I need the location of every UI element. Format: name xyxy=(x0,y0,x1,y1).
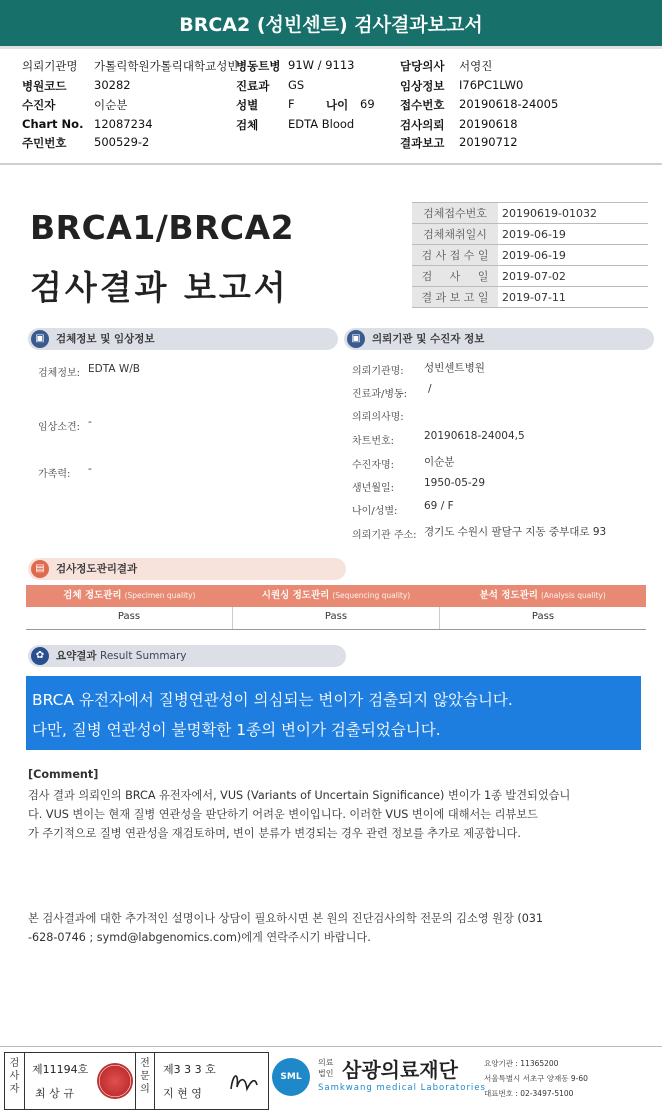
lock-icon: ▣ xyxy=(347,330,365,348)
report-title-line2: 검사결과 보고서 xyxy=(30,268,289,307)
section-title: 의뢰기관 및 수진자 정보 xyxy=(372,333,485,345)
header-label: 성별 xyxy=(236,98,259,112)
section-title: 검체정보 및 임상정보 xyxy=(56,333,155,345)
quality-result: Pass xyxy=(531,611,555,622)
requester-field-value: 이순분 xyxy=(424,456,455,468)
quality-column-ko: 시퀀싱 정도관리 xyxy=(261,590,330,601)
quality-result: Pass xyxy=(233,607,440,629)
specialist-name: 지 현 영 xyxy=(163,1087,202,1100)
header-value: 69 xyxy=(360,97,375,111)
summary-title-ko: 요약결과 xyxy=(56,650,97,662)
contact-line: -628-0746 ; symd@labgenomics.com)에게 연락주시기 바랍니다. xyxy=(28,931,371,944)
specimen-label: 검체정보: xyxy=(38,368,81,379)
report-info-table xyxy=(412,202,648,308)
requester-field-label: 수진자명: xyxy=(352,460,395,471)
specimen-value: EDTA W/B xyxy=(88,363,140,375)
family-history-label: 가족력: xyxy=(38,469,71,480)
specialist-license: 제3 3 3 호 xyxy=(163,1063,216,1076)
info-key: 검체접수번호 xyxy=(412,203,498,224)
org-prefix-bottom: 법인 xyxy=(318,1069,334,1078)
header-label: 결과보고 xyxy=(400,136,445,150)
header-label: 병동트병 xyxy=(236,59,281,73)
requester-field-value: 69 / F xyxy=(424,500,454,512)
specialist-label: 전문의 xyxy=(135,1053,155,1109)
report-title-line1: BRCA1/BRCA2 xyxy=(30,208,295,247)
quality-column-ko: 분석 정도관리 xyxy=(479,590,538,601)
header-value: 91W / 9113 xyxy=(288,58,355,72)
org-prefix-top: 의료 xyxy=(318,1058,334,1067)
header-value: 서영진 xyxy=(459,59,493,73)
quality-column-en: (Sequencing quality) xyxy=(332,591,411,600)
comment-line: 검사 결과 의뢰인의 BRCA 유전자에서, VUS (Variants of Uncertain Significance) 변이가 1종 발견되었습니 xyxy=(28,789,571,802)
quality-section-header xyxy=(28,558,346,580)
info-key: 검체채취일시 xyxy=(412,224,498,245)
org-address: 서울특별시 서초구 양재동 9-60 xyxy=(484,1074,588,1083)
info-value: 2019-06-19 xyxy=(498,245,648,266)
requester-field-value: / xyxy=(428,383,432,395)
info-value: 2019-07-02 xyxy=(498,266,648,287)
quality-column-header xyxy=(233,585,440,607)
quality-table-header xyxy=(26,585,646,607)
requester-field-label: 진료과/병동: xyxy=(352,389,408,400)
quality-result: Pass xyxy=(26,607,233,629)
comment-label: [Comment] xyxy=(28,768,99,781)
requester-field-label: 생년월일: xyxy=(352,483,395,494)
header-label: 병원코드 xyxy=(22,79,67,93)
requester-section-header xyxy=(344,328,654,350)
header-value: 가톨릭학원가톨릭대학교성빈 xyxy=(94,59,239,73)
header-value: 20190712 xyxy=(459,135,518,149)
section-title: 검사정도관리결과 xyxy=(56,563,138,575)
requester-field-value: 1950-05-29 xyxy=(424,477,486,489)
header-value: EDTA Blood xyxy=(288,117,355,131)
ribbon-icon: ✿ xyxy=(31,647,49,665)
info-value: 2019-06-19 xyxy=(498,224,648,245)
header-value: 30282 xyxy=(94,78,131,92)
header-value: 20190618-24005 xyxy=(459,97,559,111)
table-row xyxy=(412,287,648,308)
lock-icon: ▣ xyxy=(31,330,49,348)
info-key: 결 과 보 고 일 xyxy=(412,287,498,308)
header-value: 500529-2 xyxy=(94,135,150,149)
table-row xyxy=(412,266,648,287)
header-label: Chart No. xyxy=(22,117,84,131)
seal-stamp xyxy=(97,1063,133,1099)
quality-column-header xyxy=(26,585,233,607)
info-value: 2019-07-11 xyxy=(498,287,648,308)
contact-line: 본 검사결과에 대한 추가적인 설명이나 상담이 필요하시면 본 원의 진단검사의학 전문의 김소영 원장 (031 xyxy=(28,912,544,925)
table-row xyxy=(412,224,648,245)
header-value: F xyxy=(288,97,295,111)
address-value: 경기도 수원시 팔달구 지동 중부대로 93 xyxy=(424,526,607,538)
signature-box xyxy=(4,1052,269,1110)
header-divider xyxy=(0,163,662,165)
quality-column-ko: 검체 정도관리 xyxy=(63,590,122,601)
quality-column-en: (Specimen quality) xyxy=(124,591,196,600)
header-label: 접수번호 xyxy=(400,98,445,112)
requester-field-label: 차트번호: xyxy=(352,436,395,447)
requester-field-label: 의뢰의사명: xyxy=(352,412,404,423)
info-key: 검 사 일 xyxy=(412,266,498,287)
summary-line: 다만, 질병 연관성이 불명확한 1종의 변이가 검출되었습니다. xyxy=(32,721,441,739)
clinical-label: 임상소견: xyxy=(38,422,81,433)
clinical-value: - xyxy=(88,416,92,428)
org-phone: 대표번호 : 02-3497-5100 xyxy=(484,1089,574,1098)
org-name: 삼광의료재단 xyxy=(342,1058,458,1082)
comment-line: 가 주기적으로 질병 연관성을 재검토하며, 변이 분류가 변경되는 경우 관련 정보를 추가로 제공합니다. xyxy=(28,827,521,840)
header-label: 의뢰기관명 xyxy=(22,59,78,73)
clipboard-icon: ▤ xyxy=(31,560,49,578)
examiner-license: 제11194호 xyxy=(32,1063,89,1076)
header-label: 담당의사 xyxy=(400,59,445,73)
sml-logo-icon: SML xyxy=(272,1058,310,1096)
requester-field-value: 성빈센트병원 xyxy=(424,362,485,374)
table-row xyxy=(412,245,648,266)
header-value: 이순분 xyxy=(94,98,128,112)
examiner-name: 최 상 규 xyxy=(35,1087,74,1100)
header-label: 검사의뢰 xyxy=(400,118,445,132)
org-name-en: Samkwang medical Laboratories xyxy=(318,1083,486,1093)
header-value: I76PC1LW0 xyxy=(459,78,524,92)
org-info: 요양기관 : 11365200 xyxy=(484,1059,559,1068)
info-value: 20190619-01032 xyxy=(498,203,648,224)
signature-mark xyxy=(225,1065,261,1097)
header-value: 12087234 xyxy=(94,117,153,131)
summary-box xyxy=(26,676,641,750)
table-row xyxy=(412,203,648,224)
footer-divider xyxy=(0,1046,662,1047)
header-label: 나이 xyxy=(326,98,349,112)
header-rule xyxy=(0,46,662,49)
header-label: 주민번호 xyxy=(22,136,67,150)
report-header-title: BRCA2 (성빈센트) 검사결과보고서 xyxy=(0,0,662,46)
header-label: 임상정보 xyxy=(400,79,445,93)
requester-field-value: 20190618-24004,5 xyxy=(424,430,525,442)
family-history-value: - xyxy=(88,463,92,475)
requester-field-label: 나이/성별: xyxy=(352,506,398,517)
summary-line: BRCA 유전자에서 질병연관성이 의심되는 변이가 검출되지 않았습니다. xyxy=(32,691,513,709)
header-label: 검체 xyxy=(236,118,259,132)
header-label: 수진자 xyxy=(22,98,56,112)
summary-section-header xyxy=(28,645,346,667)
header-label: 진료과 xyxy=(236,79,270,93)
requester-field-label: 의뢰기관명: xyxy=(352,366,404,377)
info-key: 검 사 접 수 일 xyxy=(412,245,498,266)
comment-line: 다. VUS 변이는 현재 질병 연관성을 판단하기 어려운 변이입니다. 이러한 VUS 변이에 대해서는 리뷰보드 xyxy=(28,808,538,821)
summary-title-en: Result Summary xyxy=(100,650,187,662)
quality-column-en: (Analysis quality) xyxy=(540,591,606,600)
quality-table-row xyxy=(26,607,646,630)
header-value: GS xyxy=(288,78,305,92)
examiner-label: 검사자 xyxy=(5,1053,25,1109)
header-value: 20190618 xyxy=(459,117,518,131)
specimen-section-header xyxy=(28,328,338,350)
address-label: 의뢰기관 주소: xyxy=(352,530,417,541)
quality-column-header xyxy=(439,585,646,607)
